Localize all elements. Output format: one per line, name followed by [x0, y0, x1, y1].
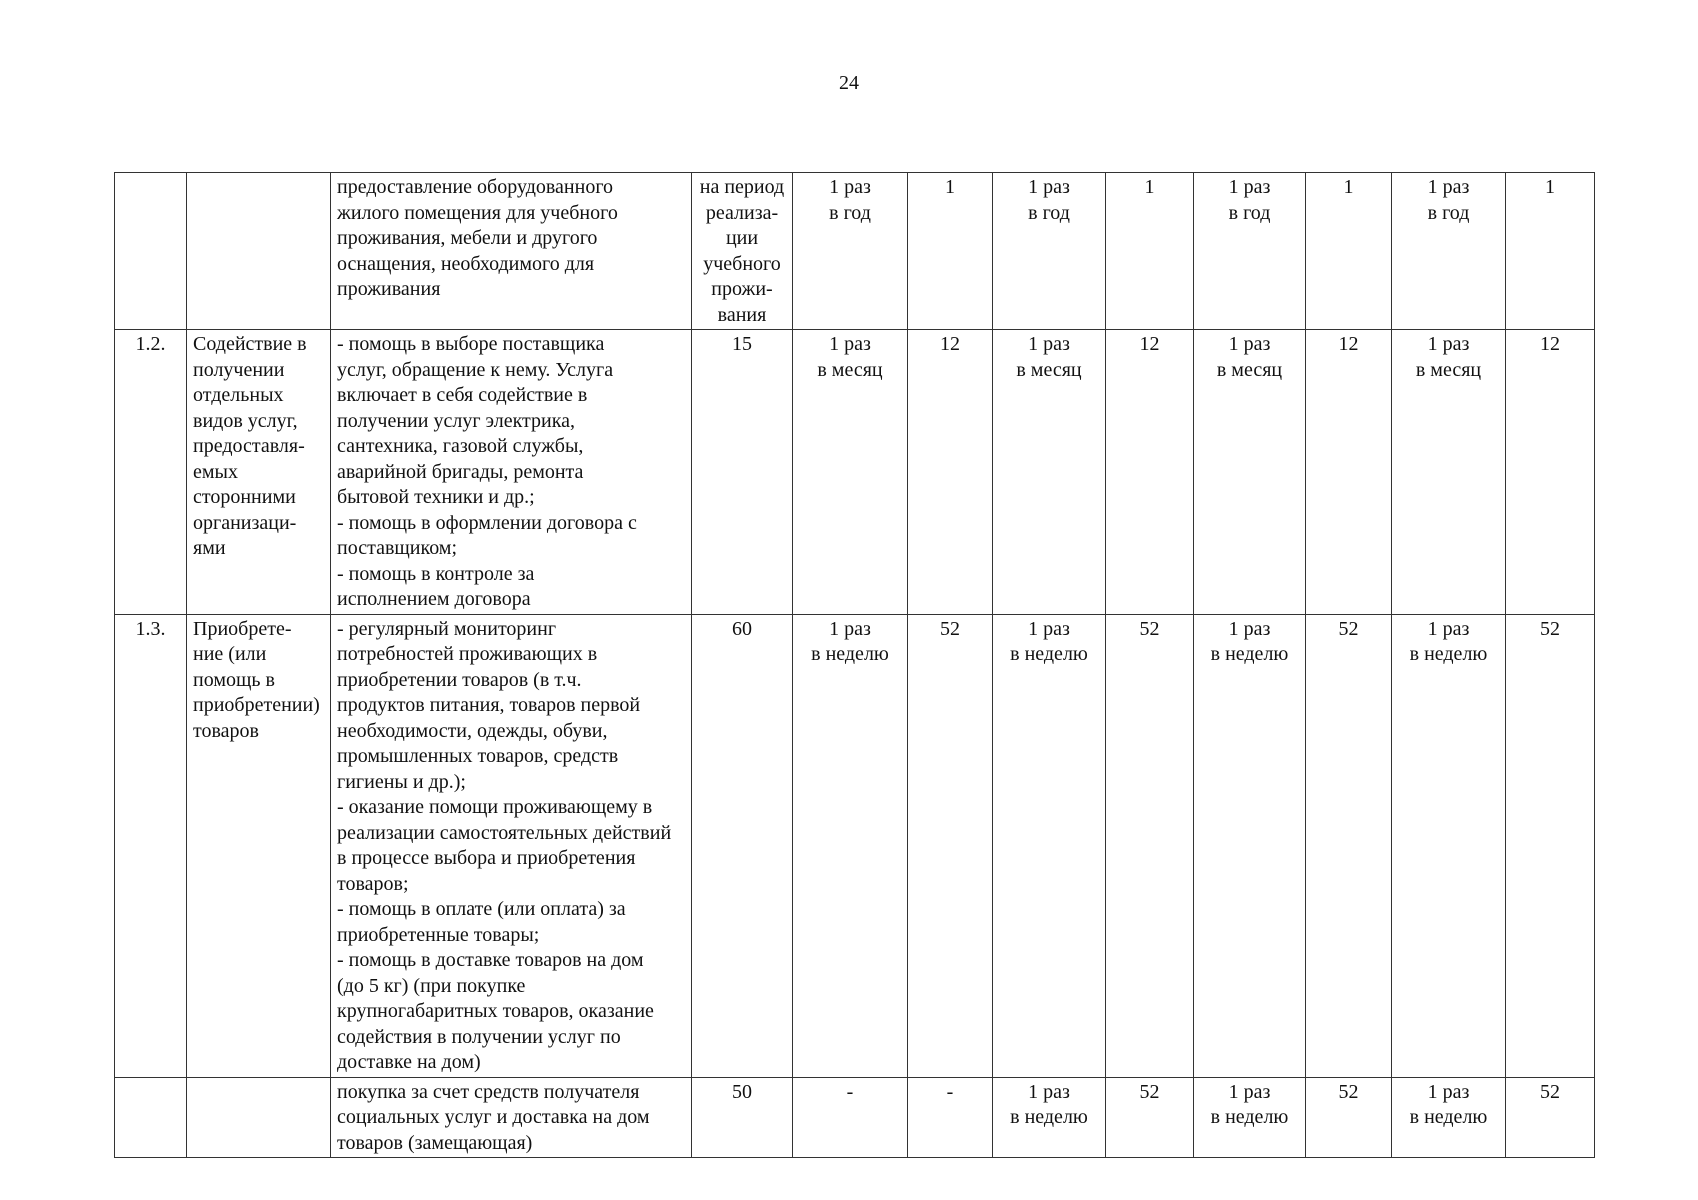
table-row	[115, 173, 1595, 330]
service-name-cell: Содействие в получении отдельных видов услуг, предоставля- емых сторонними организаци- ями	[187, 330, 331, 615]
row-number-cell	[115, 1077, 187, 1158]
count-cell: 52	[1306, 614, 1392, 1077]
frequency-cell: 1 раз в месяц	[1194, 330, 1306, 615]
page-number: 24	[839, 72, 859, 94]
count-cell: 52	[1506, 614, 1595, 1077]
frequency-cell: 1 раз в год	[1194, 173, 1306, 330]
table-row	[115, 330, 1595, 615]
table-row	[115, 614, 1595, 1077]
count-cell: 12	[1506, 330, 1595, 615]
frequency-cell: 1 раз в неделю	[993, 614, 1106, 1077]
count-cell: 12	[908, 330, 993, 615]
count-cell: 1	[1506, 173, 1595, 330]
row-number-cell	[115, 173, 187, 330]
duration-cell: 50	[692, 1077, 793, 1158]
frequency-cell: -	[793, 1077, 908, 1158]
frequency-cell: 1 раз в месяц	[993, 330, 1106, 615]
service-description-cell: - регулярный мониторинг потребностей проживающих в приобретении товаров (в т.ч. продуктов питания, товаров первой необходимости, одежды, обуви, промышленных товаров, средств гигиены и др.); - оказание помощи проживающему в реализации самостоятельных действий в процессе выбора и приобретения товаров; - помощь в оплате (или оплата) за приобретенные товары; - помощь в доставке товаров на дом (до 5 кг) (при покупке крупногабаритных товаров, оказание содействия в получении услуг по доставке на дом)	[331, 614, 692, 1077]
service-description-cell: покупка за счет средств получателя социальных услуг и доставка на дом товаров (замещающая)	[331, 1077, 692, 1158]
count-cell: 52	[1306, 1077, 1392, 1158]
count-cell: 12	[1106, 330, 1194, 615]
table-row	[115, 1077, 1595, 1158]
duration-cell: 15	[692, 330, 793, 615]
frequency-cell: 1 раз в неделю	[993, 1077, 1106, 1158]
service-description-cell: - помощь в выборе поставщика услуг, обращение к нему. Услуга включает в себя содействие в получении услуг электрика, сантехника, газовой службы, аварийной бригады, ремонта бытовой техники и др.; - помощь в оформлении договора с поставщиком; - помощь в контроле за исполнением договора	[331, 330, 692, 615]
frequency-cell: 1 раз в неделю	[1194, 614, 1306, 1077]
service-name-cell	[187, 1077, 331, 1158]
row-number-cell: 1.3.	[115, 614, 187, 1077]
services-table	[114, 172, 1595, 1158]
count-cell: 52	[1106, 1077, 1194, 1158]
count-cell: 52	[1506, 1077, 1595, 1158]
count-cell: 52	[908, 614, 993, 1077]
service-name-cell: Приобрете- ние (или помощь в приобретении) товаров	[187, 614, 331, 1077]
frequency-cell: 1 раз в неделю	[1194, 1077, 1306, 1158]
service-description-cell: предоставление оборудованного жилого помещения для учебного проживания, мебели и другого оснащения, необходимого для проживания	[331, 173, 692, 330]
duration-cell: на период реализа- ции учебного прожи- вания	[692, 173, 793, 330]
frequency-cell: 1 раз в месяц	[1392, 330, 1506, 615]
count-cell: 1	[1106, 173, 1194, 330]
count-cell: -	[908, 1077, 993, 1158]
row-number-cell: 1.2.	[115, 330, 187, 615]
count-cell: 1	[1306, 173, 1392, 330]
service-name-cell	[187, 173, 331, 330]
frequency-cell: 1 раз в год	[993, 173, 1106, 330]
frequency-cell: 1 раз в год	[793, 173, 908, 330]
frequency-cell: 1 раз в год	[1392, 173, 1506, 330]
count-cell: 52	[1106, 614, 1194, 1077]
count-cell: 12	[1306, 330, 1392, 615]
count-cell: 1	[908, 173, 993, 330]
frequency-cell: 1 раз в месяц	[793, 330, 908, 615]
duration-cell: 60	[692, 614, 793, 1077]
frequency-cell: 1 раз в неделю	[793, 614, 908, 1077]
frequency-cell: 1 раз в неделю	[1392, 614, 1506, 1077]
frequency-cell: 1 раз в неделю	[1392, 1077, 1506, 1158]
